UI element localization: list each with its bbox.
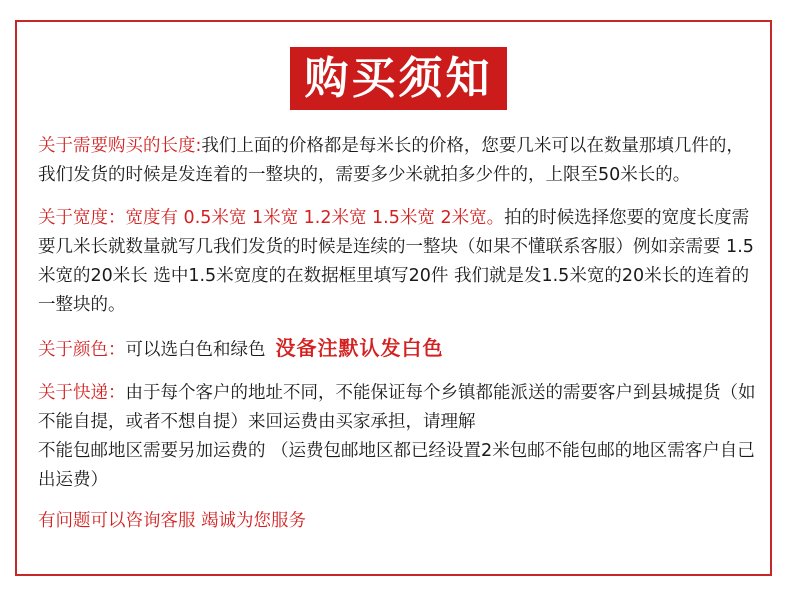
closing-note: 有问题可以咨询客服 竭诚为您服务 bbox=[38, 511, 307, 531]
section-length bbox=[38, 132, 758, 190]
section-color-body: 可以选白色和绿色 bbox=[125, 340, 266, 360]
section-shipping-body2: 不能包邮地区需要另加运费的 （运费包邮地区都已经设置2米包邮不能包邮的地区需客户自己出运费） bbox=[38, 441, 755, 490]
section-width-body: 拍的时候选择您要的宽度长度需要几米长就数量就写几我们发货的时候是连续的一整块（如果不懂联系客服）例如亲需要 1.5米宽的20米长 选中1.5米宽度的在数据框里填写20件 我们就是发1.5米宽的20米长的连着的一整块的。 bbox=[38, 208, 754, 315]
section-color-note: 没备注默认发白色 bbox=[275, 336, 444, 360]
section-width-heading: 关于宽度：宽度有 0.5米宽 1米宽 1.2米宽 1.5米宽 2米宽。 bbox=[38, 208, 505, 228]
title-banner bbox=[290, 47, 507, 110]
section-shipping-heading: 关于快递： bbox=[38, 383, 126, 403]
section-width bbox=[38, 204, 758, 320]
section-shipping bbox=[38, 379, 758, 495]
section-color bbox=[38, 334, 758, 365]
page-title: 购买须知 bbox=[304, 52, 493, 104]
section-color-heading: 关于颜色： bbox=[38, 340, 126, 360]
section-length-heading: 关于需要购买的长度: bbox=[38, 136, 202, 156]
section-shipping-body: 由于每个客户的地址不同，不能保证每个乡镇都能派送的需要客户到县城提货（如不能自提，或者不想自提）来回运费由买家承担，请理解 bbox=[38, 383, 756, 432]
section-length-body: 我们上面的价格都是每米长的价格，您要几米可以在数量那填几件的，我们发货的时候是发连着的一整块的，需要多少米就拍多少件的，上限至50米长的。 bbox=[38, 136, 744, 185]
notice-content bbox=[38, 132, 758, 536]
